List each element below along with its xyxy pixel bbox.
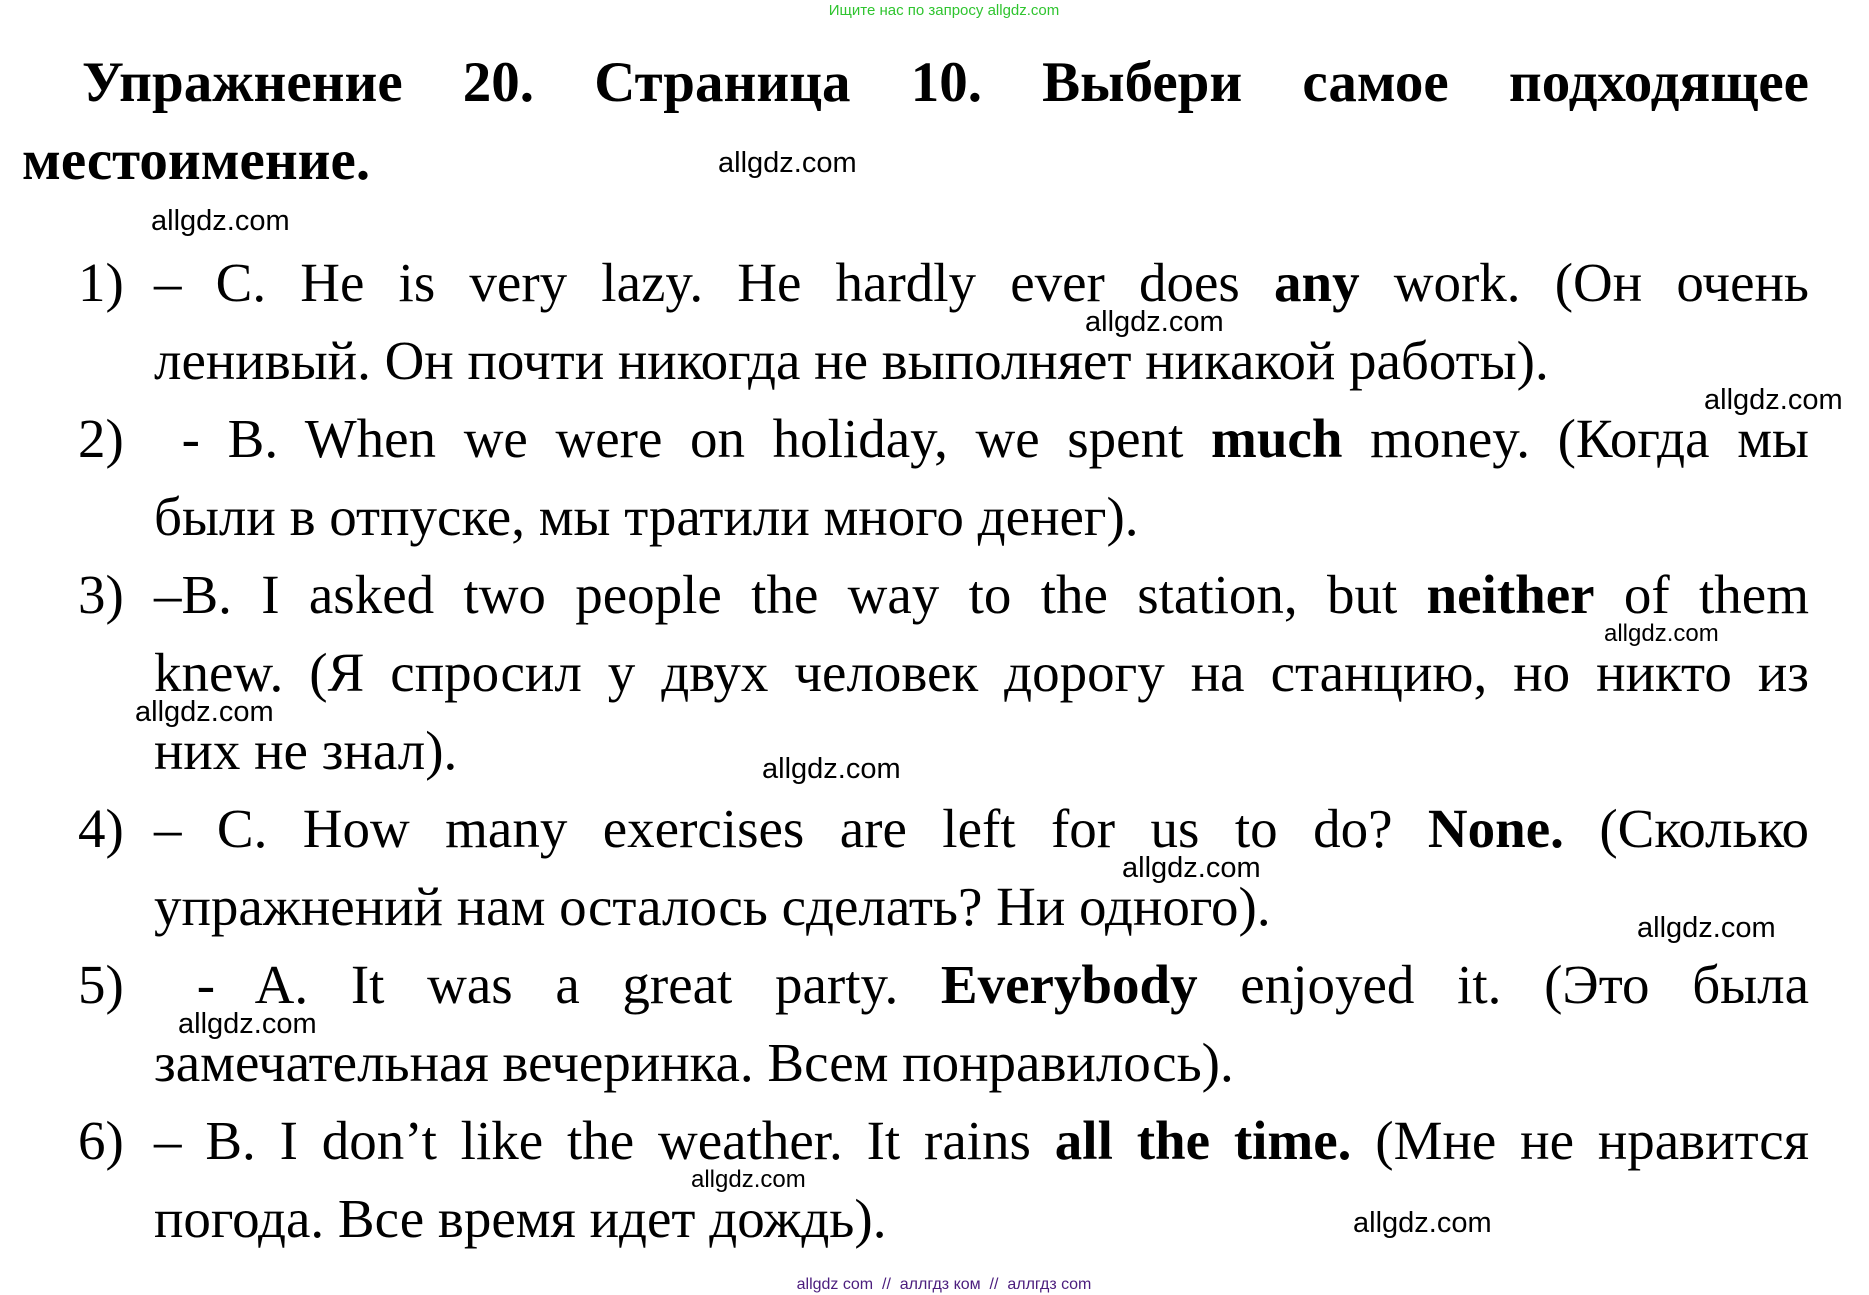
item-line <box>154 790 1809 868</box>
watermark: allgdz.com <box>718 147 857 179</box>
watermark: allgdz.com <box>1704 384 1843 416</box>
item-line: них не знал). <box>154 720 458 781</box>
item-line <box>154 1102 1809 1180</box>
item-number: 1) <box>78 252 124 313</box>
answer-word: all the time. <box>1054 1110 1352 1171</box>
text: – C. He is very lazy. He hardly ever does <box>154 252 1274 313</box>
text: (Сколько <box>1563 798 1809 859</box>
watermark: allgdz.com <box>1353 1207 1492 1239</box>
item-line <box>154 244 1809 322</box>
watermark: allgdz.com <box>151 205 290 237</box>
answer-item-2 <box>78 400 1809 556</box>
watermark: allgdz.com <box>691 1166 806 1193</box>
answer-word: much <box>1211 408 1343 469</box>
item-line <box>154 946 1809 1024</box>
text: money. (Когда мы <box>1342 408 1809 469</box>
text: (Мне не нравится <box>1351 1110 1809 1171</box>
watermark: allgdz.com <box>762 753 901 785</box>
item-line: были в отпуске, мы тратили много денег). <box>154 486 1139 547</box>
exercise-heading <box>22 44 1809 200</box>
answer-word: Everybody <box>940 954 1198 1015</box>
watermark: allgdz.com <box>1122 852 1261 884</box>
heading-line-1: Упражнение 20. Страница 10. Выбери самое подходящее <box>82 51 1809 114</box>
watermark: allgdz.com <box>135 696 274 728</box>
watermark: allgdz.com <box>178 1008 317 1040</box>
search-hint-banner: Ищите нас по запросу allgdz.com <box>828 2 1060 19</box>
text: - B. When we were on holiday, we spent <box>154 408 1212 469</box>
heading-line-2: местоимение. <box>22 129 371 192</box>
item-line <box>154 400 1809 478</box>
item-number: 2) <box>78 408 124 469</box>
item-line: замечательная вечеринка. Всем понравилось). <box>154 1032 1234 1093</box>
answer-item-5 <box>78 946 1809 1102</box>
answer-word: any <box>1274 252 1360 313</box>
text: enjoyed it. (Это была <box>1197 954 1809 1015</box>
item-line: ленивый. Он почти никогда не выполняет никакой работы). <box>154 330 1549 391</box>
answer-item-3 <box>78 556 1809 790</box>
answer-list <box>78 244 1809 1258</box>
item-number: 5) <box>78 954 124 1015</box>
item-number: 4) <box>78 798 124 859</box>
item-number: 6) <box>78 1110 124 1171</box>
item-line: knew. (Я спросил у двух человек дорогу на станцию, но никто из <box>154 642 1809 703</box>
item-line: погода. Все время идет дождь). <box>154 1188 887 1249</box>
text: - A. It was a great party. <box>154 954 941 1015</box>
answer-word: neither <box>1426 564 1595 625</box>
item-line: упражнений нам осталось сделать? Ни одного). <box>154 876 1271 937</box>
answer-word: None. <box>1427 798 1564 859</box>
item-line <box>154 556 1809 634</box>
item-number: 3) <box>78 564 124 625</box>
text: of them <box>1594 564 1809 625</box>
answer-item-6 <box>78 1102 1809 1258</box>
text: –B. I asked two people the way to the station, but <box>154 564 1427 625</box>
watermark: allgdz.com <box>1637 912 1776 944</box>
text: work. (Он очень <box>1359 252 1810 313</box>
answer-item-4 <box>78 790 1809 946</box>
watermark: allgdz.com <box>1604 620 1719 647</box>
watermark: allgdz.com <box>1085 306 1224 338</box>
footer-note: allgdz com // аллгдз ком // аллгдз com <box>796 1276 1092 1293</box>
answer-item-1 <box>78 244 1809 400</box>
text: – B. I don’t like the weather. It rains <box>154 1110 1055 1171</box>
text: – C. How many exercises are left for us to do? <box>154 798 1428 859</box>
